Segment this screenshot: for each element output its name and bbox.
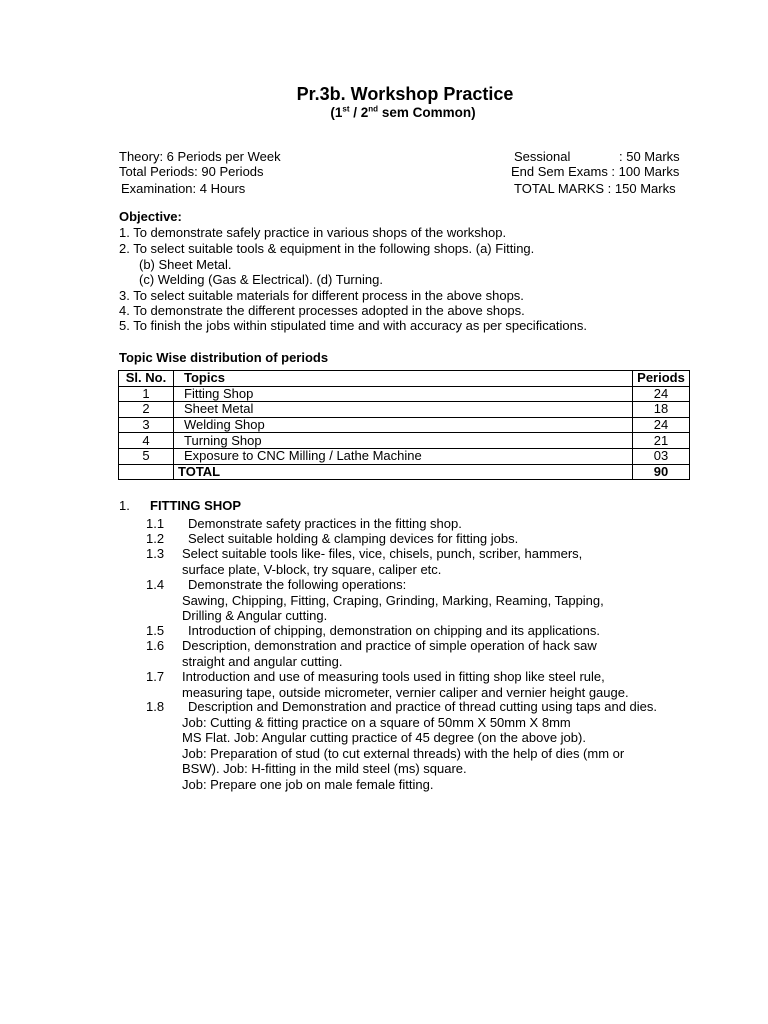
table-row <box>119 386 690 402</box>
item-text: Sawing, Chipping, Fitting, Craping, Grinding, Marking, Reaming, Tapping, <box>182 593 604 608</box>
item-number: 1.2 <box>146 531 165 546</box>
section-heading: FITTING SHOP <box>150 498 241 513</box>
sl-cell: 3 <box>119 417 174 433</box>
objective-item: 3. To select suitable materials for different process in the above shops. <box>119 288 524 303</box>
theory-periods: Theory: 6 Periods per Week <box>119 149 281 164</box>
item-text: Description, demonstration and practice of simple operation of hack saw <box>182 638 597 653</box>
column-header: Topics <box>174 371 633 387</box>
total-marks: TOTAL MARKS : 150 Marks <box>514 181 676 196</box>
sessional-label: Sessional <box>514 149 571 164</box>
item-text: Job: Prepare one job on male female fitting. <box>182 777 434 792</box>
item-number: 1.6 <box>146 638 165 653</box>
topic-cell: Turning Shop <box>174 433 633 449</box>
objective-heading: Objective: <box>119 209 182 224</box>
item-number: 1.5 <box>146 623 165 638</box>
page-title: Pr.3b. Workshop Practice <box>296 84 514 104</box>
total-value: 90 <box>633 464 690 480</box>
total-empty-cell <box>119 464 174 480</box>
sl-cell: 5 <box>119 448 174 464</box>
item-text: MS Flat. Job: Angular cutting practice of 45 degree (on the above job). <box>182 730 586 745</box>
periods-cell: 21 <box>633 433 690 449</box>
topic-cell: Welding Shop <box>174 417 633 433</box>
periods-cell: 24 <box>633 386 690 402</box>
table-row <box>119 448 690 464</box>
item-number: 1.3 <box>146 546 165 561</box>
item-text: BSW). Job: H-fitting in the mild steel (ms) square. <box>182 761 467 776</box>
periods-cell: 18 <box>633 402 690 418</box>
item-text: Select suitable holding & clamping devices for fitting jobs. <box>188 531 519 546</box>
item-text: Select suitable tools like- files, vice, chisels, punch, scriber, hammers, <box>182 546 583 561</box>
item-number: 1.7 <box>146 669 165 684</box>
topic-cell: Fitting Shop <box>174 386 633 402</box>
item-text: Demonstrate safety practices in the fitting shop. <box>188 516 462 531</box>
sl-cell: 1 <box>119 386 174 402</box>
column-header: Periods <box>633 371 690 387</box>
page-subtitle: (1st / 2nd sem Common) <box>330 104 476 120</box>
table-header-row <box>119 371 690 387</box>
objective-item: 5. To finish the jobs within stipulated time and with accuracy as per specifications. <box>119 318 587 333</box>
section-number: 1. <box>119 498 130 513</box>
item-number: 1.1 <box>146 516 165 531</box>
table-row <box>119 433 690 449</box>
topic-cell: Exposure to CNC Milling / Lathe Machine <box>174 448 633 464</box>
total-label: TOTAL <box>174 464 633 480</box>
objective-item: (c) Welding (Gas & Electrical). (d) Turning. <box>139 272 383 287</box>
table-row <box>119 417 690 433</box>
sessional-value: : 50 Marks <box>619 149 680 164</box>
topic-table-heading: Topic Wise distribution of periods <box>119 350 329 365</box>
item-text: Job: Preparation of stud (to cut external threads) with the help of dies (mm or <box>182 746 625 761</box>
topic-cell: Sheet Metal <box>174 402 633 418</box>
item-text: Introduction and use of measuring tools used in fitting shop like steel rule, <box>182 669 605 684</box>
sl-cell: 2 <box>119 402 174 418</box>
item-text: measuring tape, outside micrometer, vernier caliper and vernier height gauge. <box>182 685 629 700</box>
objective-item: 1. To demonstrate safely practice in various shops of the workshop. <box>119 225 507 240</box>
item-text: Drilling & Angular cutting. <box>182 608 328 623</box>
item-number: 1.8 <box>146 699 165 714</box>
item-text: Demonstrate the following operations: <box>188 577 407 592</box>
item-text: Introduction of chipping, demonstration on chipping and its applications. <box>188 623 600 638</box>
item-number: 1.4 <box>146 577 165 592</box>
end-sem-marks: End Sem Exams : 100 Marks <box>511 164 680 179</box>
table-total-row <box>119 464 690 480</box>
periods-cell: 03 <box>633 448 690 464</box>
total-periods: Total Periods: 90 Periods <box>119 164 264 179</box>
item-text: straight and angular cutting. <box>182 654 343 669</box>
periods-cell: 24 <box>633 417 690 433</box>
topic-distribution-table <box>118 370 690 480</box>
item-text: Job: Cutting & fitting practice on a square of 50mm X 50mm X 8mm <box>182 715 571 730</box>
objective-item: (b) Sheet Metal. <box>139 257 232 272</box>
examination-hours: Examination: 4 Hours <box>121 181 246 196</box>
item-text: surface plate, V-block, try square, caliper etc. <box>182 562 442 577</box>
table-row <box>119 402 690 418</box>
sl-cell: 4 <box>119 433 174 449</box>
objective-item: 2. To select suitable tools & equipment in the following shops. (a) Fitting. <box>119 241 535 256</box>
column-header: Sl. No. <box>119 371 174 387</box>
objective-item: 4. To demonstrate the different processes adopted in the above shops. <box>119 303 525 318</box>
item-text: Description and Demonstration and practice of thread cutting using taps and dies. <box>188 699 657 714</box>
